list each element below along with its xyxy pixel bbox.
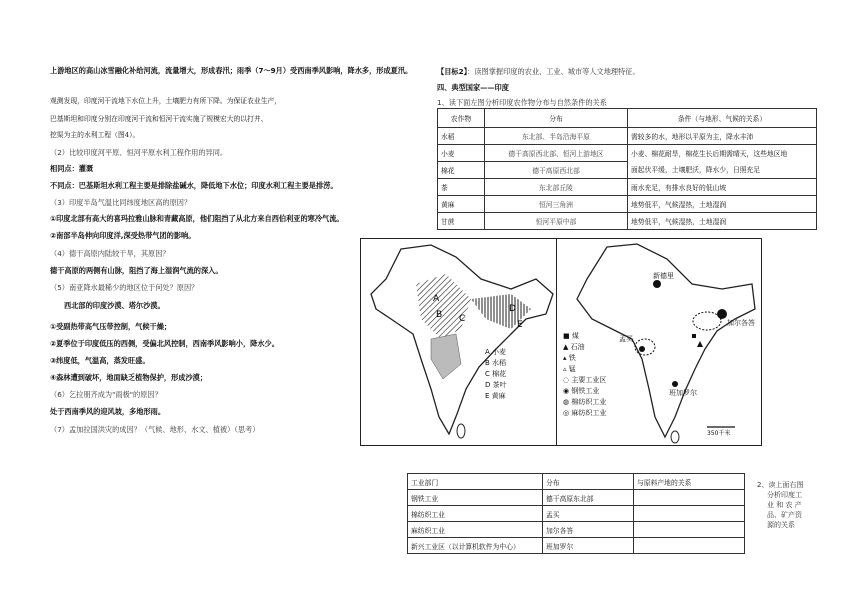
industry-name: 棉纺织工业 bbox=[408, 506, 543, 522]
industry-relation[interactable] bbox=[634, 538, 745, 554]
bangalore-dot bbox=[672, 381, 678, 387]
industry-table bbox=[407, 473, 745, 554]
crop-name: 茶 bbox=[438, 179, 485, 196]
industry-relation[interactable] bbox=[634, 522, 745, 538]
para-flood: 上游地区的高山冰雪融化补给河流，流量增大，形成春汛；雨季（7～9月）受西南季风影响，降水多，形成夏汛。 bbox=[50, 66, 413, 75]
scale-label: 350千米 bbox=[707, 430, 731, 437]
map-letter-b: B bbox=[436, 310, 443, 320]
table-row bbox=[408, 490, 745, 506]
legend-tea: D 茶叶 bbox=[485, 381, 507, 389]
legend-jute-textile-label: 麻纺织工业 bbox=[571, 409, 607, 417]
table-row bbox=[408, 522, 745, 538]
crop-distribution: 德干高原西北部、恒河上游地区 bbox=[485, 145, 628, 162]
legend-rice: B 水稻 bbox=[485, 359, 507, 367]
crop-name: 棉花 bbox=[438, 162, 485, 179]
crop-condition-merged bbox=[628, 145, 817, 179]
para-observe-2: 巴基斯坦和印度分别在印度河干流和恒河干流实施了规模宏大的以打井、 bbox=[50, 115, 268, 123]
crop-condition-line-1: 小麦、棉花耐旱，棉花生长后期需晴天，这些地区地 bbox=[631, 149, 788, 158]
crop-name: 黄麻 bbox=[438, 196, 485, 213]
map-letter-c: C bbox=[459, 314, 466, 324]
question-industry-line: 源的关系 bbox=[767, 521, 795, 529]
map-letter-d: D bbox=[509, 304, 516, 314]
steel-icon: ◉ bbox=[563, 387, 572, 395]
question-industry-line: 业 和 农 产 bbox=[767, 501, 802, 509]
answer-3-1: ①印度北部有高大的喜玛拉雅山脉和青藏高原，他们阻挡了从北方来自西伯利亚的寒冷气流。 bbox=[50, 214, 344, 223]
industry-name: 新兴工业区（以计算机软件为中心） bbox=[408, 538, 543, 554]
table-row bbox=[438, 179, 817, 196]
map-letter-a: A bbox=[433, 294, 440, 304]
iron-icon: ▴ bbox=[563, 354, 569, 362]
answer-3-2: ②南部半岛伸向印度洋,深受热带气团的影响。 bbox=[50, 231, 196, 240]
crop-condition: 雨水充足，有排水良好的低山坡 bbox=[628, 179, 817, 196]
target-label: 【目标2】 bbox=[437, 67, 468, 76]
crop-table-header bbox=[438, 109, 817, 128]
crop-distribution: 东北部、半岛沿海平原 bbox=[485, 128, 628, 145]
table-row bbox=[438, 145, 817, 162]
table-row bbox=[438, 128, 817, 145]
industry-distribution: 孟买 bbox=[543, 506, 634, 522]
answer-5: 西北部的印度沙漠、塔尔沙漠。 bbox=[64, 301, 165, 310]
question-industry-line: 品、矿产资 bbox=[767, 511, 802, 519]
question-7: （7）孟加拉国洪灾的成因？（气候、地形、水文、植被）（思考） bbox=[50, 425, 260, 434]
industry-distribution: 班加罗尔 bbox=[543, 538, 634, 554]
table-row bbox=[438, 196, 817, 213]
question-industry-line: 2、读上面右图 bbox=[757, 481, 804, 489]
coal-mark bbox=[692, 334, 696, 338]
coal-icon: ■ bbox=[563, 332, 572, 340]
legend-jute-textile bbox=[563, 408, 606, 419]
header-condition: 条件（与地形、气候的关系） bbox=[628, 109, 817, 128]
legend-oil bbox=[563, 342, 606, 353]
sri-lanka-outline-2 bbox=[671, 431, 679, 443]
header-crop: 农作物 bbox=[438, 109, 485, 128]
sri-lanka-outline bbox=[457, 424, 465, 438]
industry-distribution: 德干高原东北部 bbox=[543, 490, 634, 506]
legend-wheat: A 小麦 bbox=[485, 348, 507, 356]
question-2: （2）比较印度河平原、恒河平原水利工程作用的异同。 bbox=[50, 148, 228, 157]
crop-table bbox=[437, 108, 817, 230]
crop-map-legend bbox=[485, 347, 507, 402]
answer-5-4: ④森林遭到破坏，地面缺乏植物保护，形成沙漠； bbox=[50, 373, 208, 382]
crop-condition: 地势低平，气候湿热，土地湿润 bbox=[628, 196, 817, 213]
answer-5-3: ③纬度低，气温高，蒸发旺盛。 bbox=[50, 356, 150, 365]
question-6: （6）乞拉朋齐成为"雨极"的原因？ bbox=[50, 390, 162, 399]
crop-name: 水稻 bbox=[438, 128, 485, 145]
kolkata-dot bbox=[717, 309, 727, 319]
map-letter-e: E bbox=[517, 320, 523, 330]
answer-6: 处于西南季风的迎风坡，多地形雨。 bbox=[50, 407, 166, 416]
crop-name: 小麦 bbox=[438, 145, 485, 162]
para-observe-1: 观测发现，印度河干流地下水位上升，土壤肥力有所下降。为保证农业生产， bbox=[50, 97, 282, 105]
crop-distribution: 东北部丘陵 bbox=[485, 179, 628, 196]
crop-distribution: 恒河三角洲 bbox=[485, 196, 628, 213]
crop-distribution: 德干高原西北部 bbox=[485, 162, 628, 179]
para-observe-3: 挖渠为主的水利工程（图4）。 bbox=[50, 131, 140, 139]
header-industry: 工业部门 bbox=[408, 474, 543, 490]
crop-name: 甘蔗 bbox=[438, 213, 485, 230]
question-3: （3）印度半岛气温比同纬度地区高的原因？ bbox=[50, 198, 192, 207]
industry-map-legend bbox=[563, 331, 606, 419]
question-4: （4）德干高原内陆较干旱，其原因？ bbox=[50, 249, 170, 258]
industry-name: 麻纺织工业 bbox=[408, 522, 543, 538]
legend-manganese bbox=[563, 364, 606, 375]
table-row bbox=[408, 506, 745, 522]
header-industry-distribution: 分布 bbox=[543, 474, 634, 490]
industry-map bbox=[556, 238, 762, 446]
section-title: 四、典型国家——印度 bbox=[437, 83, 509, 92]
legend-iron-label: 铁 bbox=[568, 354, 576, 362]
city-mumbai: 孟买 bbox=[619, 335, 633, 343]
industry-distribution: 加尔各答 bbox=[543, 522, 634, 538]
crop-condition-line-2: 面起伏平缓，土壤肥沃，降水少，日照充足 bbox=[631, 165, 761, 174]
industry-relation[interactable] bbox=[634, 506, 745, 522]
legend-cotton-textile bbox=[563, 397, 606, 408]
table-row bbox=[438, 213, 817, 230]
crop-map bbox=[360, 238, 558, 446]
industry-table-header bbox=[408, 474, 745, 490]
question-industry-line: 分析印度工 bbox=[767, 491, 802, 499]
answer-diff: 不同点：巴基斯坦水利工程主要是排除盐碱水，降低地下水位；印度水利工程主要是排涝。 bbox=[50, 181, 338, 190]
jute-textile-icon: ◎ bbox=[563, 409, 572, 417]
legend-jute: E 黄麻 bbox=[485, 392, 506, 400]
city-kolkata: 加尔各答 bbox=[727, 319, 755, 327]
target-text: ：读图掌握印度的农业、工业、城市等人文地理特征。 bbox=[467, 67, 640, 76]
legend-industrial-zone-label: 主要工业区 bbox=[571, 376, 607, 384]
legend-steel-label: 钢铁工业 bbox=[571, 387, 600, 395]
crop-condition: 地势低平，气候湿热，土地湿润 bbox=[628, 213, 817, 230]
header-raw-material: 与原料产地的关系 bbox=[634, 474, 745, 490]
legend-iron bbox=[563, 353, 606, 364]
city-new-delhi: 新德里 bbox=[653, 272, 674, 280]
legend-oil-label: 石油 bbox=[570, 343, 585, 351]
manganese-icon: ▵ bbox=[563, 365, 569, 373]
answer-5-1: ①受副热带高气压带控制，气候干燥； bbox=[50, 322, 172, 331]
legend-steel bbox=[563, 386, 606, 397]
question-5: （5）南亚降水最稀少的地区位于何处？原因？ bbox=[50, 283, 199, 292]
city-bangalore: 班加罗尔 bbox=[669, 389, 697, 397]
industry-name: 钢铁工业 bbox=[408, 490, 543, 506]
legend-cotton-textile-label: 棉纺织工业 bbox=[571, 398, 607, 406]
india-crop-map-outline bbox=[361, 239, 557, 445]
cotton-textile-icon: ◍ bbox=[563, 398, 572, 406]
legend-coal-label: 煤 bbox=[571, 332, 579, 340]
answer-same: 相同点：灌溉 bbox=[50, 164, 94, 173]
legend-cotton: C 棉花 bbox=[485, 370, 507, 378]
answer-4: 德干高原的两侧有山脉，阻挡了海上湿润气流的深入。 bbox=[50, 266, 223, 275]
oil-icon: ▲ bbox=[563, 343, 571, 351]
industrial-zone-icon: ◌ bbox=[563, 376, 572, 384]
crop-distribution: 恒河平原中部 bbox=[485, 213, 628, 230]
new-delhi-dot bbox=[653, 280, 661, 288]
crop-condition: 需较多的水，地形以平原为主，降水丰沛 bbox=[628, 128, 817, 145]
question-industry bbox=[757, 480, 803, 530]
table-row bbox=[408, 538, 745, 554]
question-crop: 1、读下面左图分析印度农作物分布与自然条件的关系 bbox=[437, 98, 607, 107]
header-distribution: 分布 bbox=[485, 109, 628, 128]
industry-relation[interactable] bbox=[634, 490, 745, 506]
target-line bbox=[437, 67, 640, 76]
legend-manganese-label: 锰 bbox=[568, 365, 576, 373]
legend-industrial-zone bbox=[563, 375, 606, 386]
answer-5-2: ②夏季位于印度低压的西侧，受偏北风控制，西南季风影响小，降水少。 bbox=[50, 339, 279, 348]
legend-coal bbox=[563, 331, 606, 342]
mumbai-dot bbox=[639, 346, 645, 352]
